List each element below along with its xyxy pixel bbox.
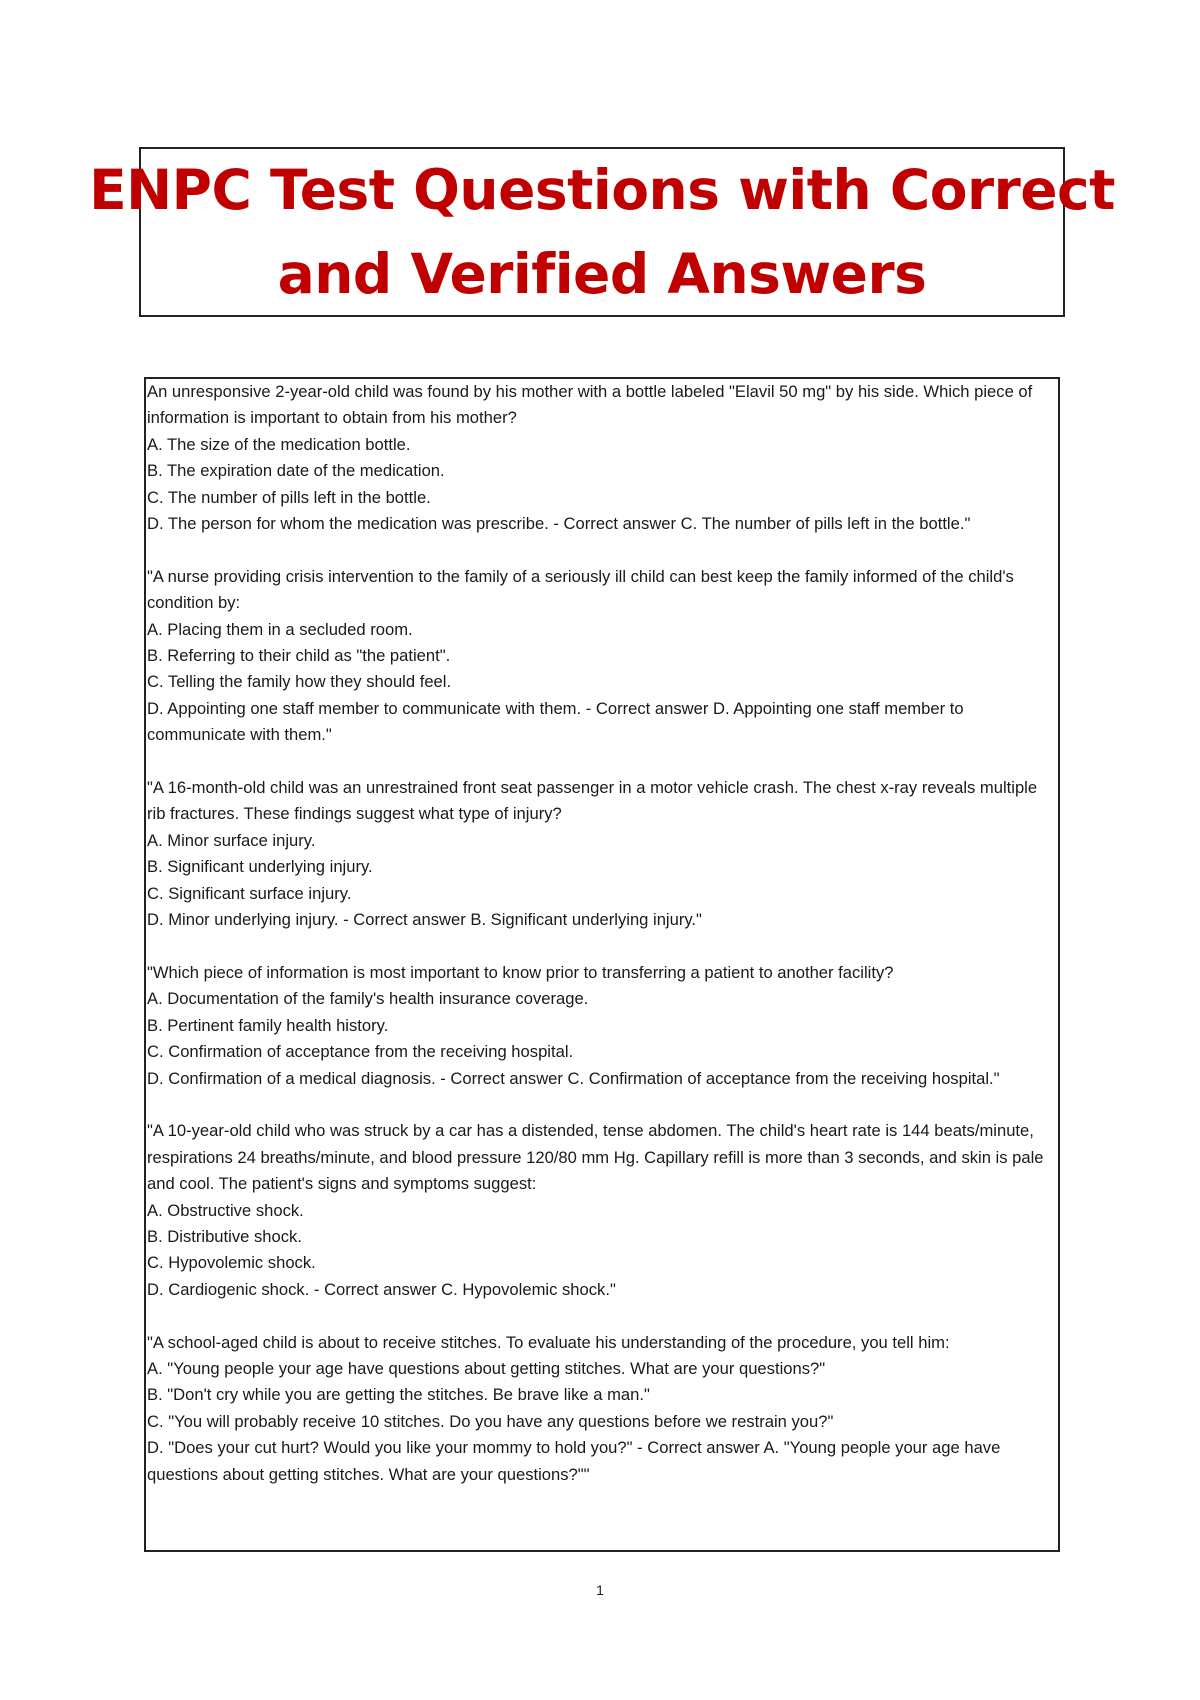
answer-option-with-correct-answer: D. Confirmation of a medical diagnosis. - Correct answer C. Confirmation of acceptance from the receiving hospital." [147, 1068, 1000, 1088]
document-title-line-2: and Verified Answers [277, 242, 927, 306]
answer-option: A. Placing them in a secluded room. [147, 619, 413, 639]
answer-option-with-correct-answer: D. Minor underlying injury. - Correct answer B. Significant underlying injury." [147, 910, 702, 930]
answer-option: C. The number of pills left in the bottle. [147, 487, 431, 507]
question-block [147, 564, 1052, 749]
answer-option: B. "Don't cry while you are getting the stitches. Be brave like a man." [147, 1385, 650, 1405]
answer-option: A. Obstructive shock. [147, 1200, 304, 1220]
answer-option-with-correct-answer: D. Cardiogenic shock. - Correct answer C. Hypovolemic shock." [147, 1279, 616, 1299]
answer-option: A. The size of the medication bottle. [147, 434, 411, 454]
question-block [147, 379, 1052, 537]
answer-option-with-correct-answer: D. "Does your cut hurt? Would you like your mommy to hold you?" - Correct answer A. "Young people your age have questions about getting stitches. What are your questions?"" [147, 1438, 1001, 1484]
answer-option-with-correct-answer: D. The person for whom the medication was prescribe. - Correct answer C. The number of pills left in the bottle." [147, 514, 971, 534]
answer-option-with-correct-answer: D. Appointing one staff member to communicate with them. - Correct answer D. Appointing one staff member to communicate with them." [147, 698, 964, 745]
question-stem: "A 16-month-old child was an unrestrained front seat passenger in a motor vehicle crash. The chest x-ray reveals multiple rib fractures. These findings suggest what type of injury? [147, 778, 1038, 824]
answer-option: C. Telling the family how they should feel. [147, 672, 452, 692]
question-stem: "Which piece of information is most important to know prior to transferring a patient to another facility? [147, 962, 894, 982]
answer-option: B. Referring to their child as "the patient". [147, 646, 451, 666]
questions-box [144, 377, 1060, 1552]
answer-option: C. Significant surface injury. [147, 883, 352, 903]
document-title-box [89, 147, 1115, 317]
answer-option: C. Confirmation of acceptance from the receiving hospital. [147, 1042, 574, 1062]
answer-option: A. "Young people your age have questions about getting stitches. What are your questions?" [147, 1358, 826, 1378]
document-title-line-1: ENPC Test Questions with Correct [89, 158, 1115, 222]
answer-option: A. Documentation of the family's health insurance coverage. [147, 989, 589, 1009]
question-stem: An unresponsive 2-year-old child was found by his mother with a bottle labeled "Elavil 50 mg" by his side. Which piece of information is important to obtain from his mother? [147, 382, 1033, 428]
answer-option: B. Significant underlying injury. [147, 857, 373, 877]
question-block [147, 1118, 1052, 1303]
answer-option: B. Distributive shock. [147, 1226, 302, 1246]
answer-option: C. "You will probably receive 10 stitches. Do you have any questions before we restrain you?" [147, 1411, 834, 1431]
answer-option: A. Minor surface injury. [147, 830, 316, 850]
answer-option: B. The expiration date of the medication. [147, 461, 445, 481]
question-stem: "A 10-year-old child who was struck by a car has a distended, tense abdomen. The child's heart rate is 144 beats/minute, respirations 24 breaths/minute, and blood pressure 120/80 mm Hg. Capillary refill is more than 3 seconds, and skin is pale and cool. The patient's signs and symptoms suggest: [147, 1121, 1044, 1194]
answer-option: B. Pertinent family health history. [147, 1015, 389, 1035]
question-block [147, 960, 1052, 1092]
question-stem: "A nurse providing crisis intervention to the family of a seriously ill child can best keep the family informed of the child's condition by: [147, 566, 1014, 613]
page-number: 1 [596, 1582, 604, 1598]
answer-option: C. Hypovolemic shock. [147, 1253, 316, 1273]
question-block [147, 775, 1052, 933]
question-stem: "A school-aged child is about to receive stitches. To evaluate his understanding of the procedure, you tell him: [147, 1332, 950, 1352]
question-block [147, 1330, 1052, 1488]
